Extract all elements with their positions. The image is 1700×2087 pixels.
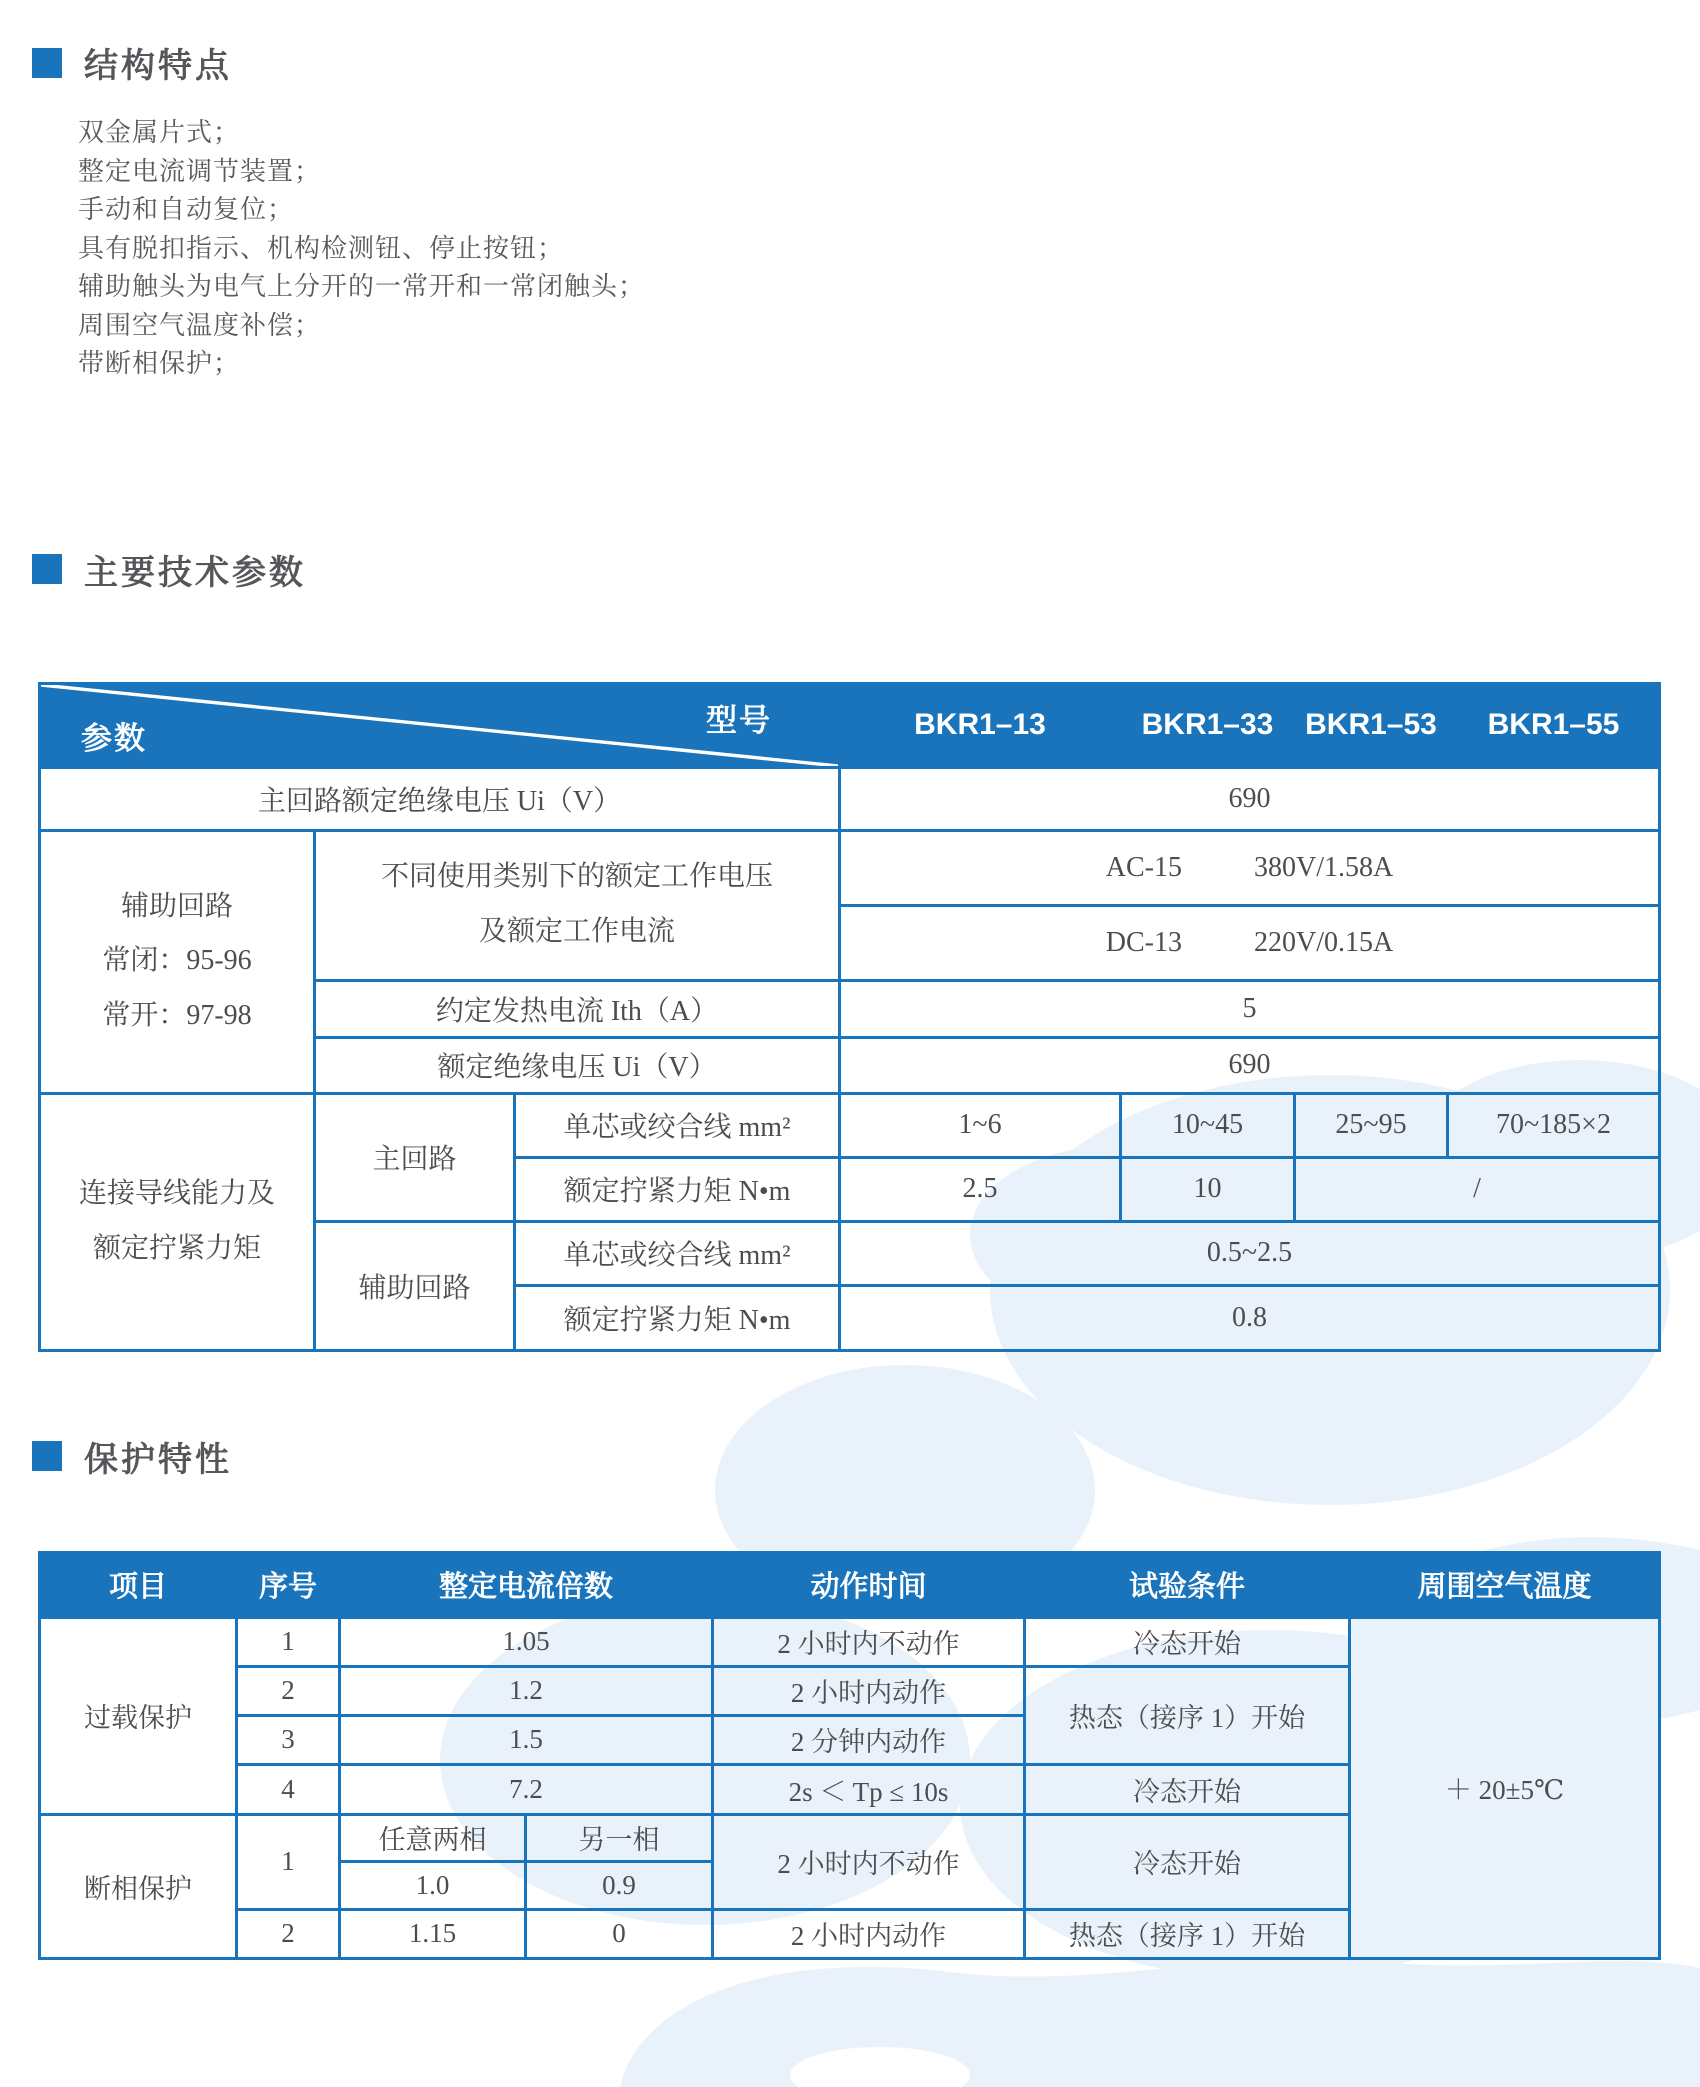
heading-square-icon (32, 1441, 62, 1471)
cell-ambient-temp: ＋ 20±5℃ (1350, 1617, 1660, 1958)
cell-seq: 2 (237, 1909, 340, 1958)
cell-main-torque-3: / (1295, 1157, 1660, 1221)
cell-time: 2 小时内动作 (713, 1666, 1025, 1715)
table-header-row (40, 683, 1660, 767)
cell-cond: 冷态开始 (1025, 1814, 1350, 1909)
cell-seq: 3 (237, 1715, 340, 1764)
header-test-condition: 试验条件 (1025, 1552, 1350, 1617)
table-row (40, 1617, 1660, 1666)
heading-square-icon (32, 48, 62, 78)
feature-list (78, 113, 1700, 383)
cell-main-wire-4: 70~185×2 (1448, 1093, 1660, 1157)
header-current-multiple: 整定电流倍数 (340, 1552, 713, 1617)
heading-square-icon (32, 554, 62, 584)
feature-item: 双金属片式； (78, 117, 241, 147)
cell-cond: 冷态开始 (1025, 1764, 1350, 1814)
cell-mult: 7.2 (340, 1764, 713, 1814)
usage-line: 不同使用类别下的额定工作电压 (380, 861, 773, 893)
feature-item: 手动和自动复位； (78, 194, 295, 224)
cell-mult: 1.5 (340, 1715, 713, 1764)
cell-torque-label: 额定拧紧力矩 N•m (515, 1157, 840, 1221)
cell-seq: 1 (237, 1814, 340, 1909)
conn-line: 连接导线能力及 (78, 1177, 275, 1209)
cell-cond: 热态（接序 1）开始 (1025, 1909, 1350, 1958)
cell-time: 2 分钟内动作 (713, 1715, 1025, 1764)
header-action-time: 动作时间 (713, 1552, 1025, 1617)
table-row (40, 1093, 1660, 1157)
feature-item: 整定电流调节装置； (78, 155, 322, 186)
dc-class: DC-13 (1105, 926, 1182, 958)
cell-seq: 4 (237, 1764, 340, 1814)
cell-aux-circuit: 辅助回路 (315, 1221, 515, 1350)
cell-phase-val2-b: 0 (526, 1909, 713, 1958)
cell-mult: 1.2 (340, 1666, 713, 1715)
feature-item: 带断相保护； (78, 348, 241, 378)
model-header-bkr1-13: BKR1–13 (840, 683, 1121, 767)
table-row (40, 830, 1660, 905)
cell-phase-val-a: 1.0 (340, 1861, 526, 1909)
cell-cond: 冷态开始 (1025, 1617, 1350, 1666)
cell-phase-col-b: 另一相 (526, 1814, 713, 1861)
cell-time: 2 小时内不动作 (713, 1617, 1025, 1666)
section-features-heading (32, 0, 1700, 87)
cell-wire-label: 单芯或绞合线 mm² (515, 1093, 840, 1157)
cell-time: 2 小时内不动作 (713, 1814, 1025, 1909)
cell-main-circuit: 主回路 (315, 1093, 515, 1221)
cell-phase-val-b: 0.9 (526, 1861, 713, 1909)
cell-mult: 1.05 (340, 1617, 713, 1666)
diagonal-header-cell (40, 683, 840, 767)
cell-time: 2 小时内动作 (713, 1909, 1025, 1958)
cell-aux-circuit-group (40, 830, 315, 1093)
cell-phase-label: 断相保护 (40, 1814, 237, 1958)
cell-wire-label: 单芯或绞合线 mm² (515, 1221, 840, 1285)
table-header-row (40, 1552, 1660, 1617)
cell-main-wire-1: 1~6 (840, 1093, 1121, 1157)
cell-seq: 2 (237, 1666, 340, 1715)
cell-main-wire-3: 25~95 (1295, 1093, 1448, 1157)
cell-main-torque-1: 2.5 (840, 1157, 1121, 1221)
cell-torque-label: 额定拧紧力矩 N•m (515, 1285, 840, 1350)
technical-parameters-table (38, 682, 1661, 1352)
section-title: 保护特性 (84, 1440, 232, 1479)
cell-seq: 1 (237, 1617, 340, 1666)
cell-aux-torque-value: 0.8 (840, 1285, 1660, 1350)
model-header-bkr1-55: BKR1–55 (1448, 683, 1660, 767)
cell-dc-rating (840, 905, 1660, 980)
protection-characteristics-table (38, 1551, 1661, 1960)
dc-value: 220V/0.15A (1254, 926, 1394, 958)
cell-ac-rating (840, 830, 1660, 905)
corner-label-model: 型号 (706, 702, 772, 738)
cell-main-ui-label: 主回路额定绝缘电压 Ui（V） (40, 767, 840, 830)
cell-ith-value: 5 (840, 980, 1660, 1037)
cell-ith-label: 约定发热电流 Ith（A） (315, 980, 840, 1037)
corner-label-param: 参数 (81, 720, 147, 756)
cell-overload-label: 过载保护 (40, 1617, 237, 1814)
section-protect-heading (32, 1432, 1700, 1481)
cell-ui2-value: 690 (840, 1037, 1660, 1093)
cell-usage-category-label (315, 830, 840, 980)
cell-time: 2s ＜ Tp ≤ 10s (713, 1764, 1025, 1814)
header-ambient-temp: 周围空气温度 (1350, 1552, 1660, 1617)
cell-phase-val2-a: 1.15 (340, 1909, 526, 1958)
header-seq: 序号 (237, 1552, 340, 1617)
cell-connection-group (40, 1093, 315, 1350)
cell-main-wire-2: 10~45 (1121, 1093, 1295, 1157)
aux-line: 辅助回路 (120, 890, 233, 922)
feature-item: 辅助触头为电气上分开的一常开和一常闭触头； (78, 271, 646, 301)
aux-line: 常闭：95-96 (102, 945, 252, 977)
section-title: 主要技术参数 (84, 553, 306, 592)
ac-class: AC-15 (1105, 851, 1182, 883)
section-title: 结构特点 (84, 47, 232, 85)
conn-line: 额定拧紧力矩 (92, 1232, 261, 1264)
cell-cond: 热态（接序 1）开始 (1025, 1666, 1350, 1764)
feature-item: 周围空气温度补偿； (78, 309, 322, 340)
usage-line: 及额定工作电流 (478, 916, 675, 947)
table-row (40, 767, 1660, 830)
aux-line: 常开：97-98 (102, 999, 252, 1031)
cell-main-torque-2: 10 (1121, 1157, 1295, 1221)
cell-phase-col-a: 任意两相 (340, 1814, 526, 1861)
section-params-heading (32, 545, 1700, 594)
cell-aux-wire-value: 0.5~2.5 (840, 1221, 1660, 1285)
ac-value: 380V/1.58A (1254, 851, 1394, 883)
cell-ui2-label: 额定绝缘电压 Ui（V） (315, 1037, 840, 1093)
header-item: 项目 (40, 1552, 237, 1617)
model-header-bkr1-33: BKR1–33 (1121, 683, 1295, 767)
cell-main-ui-value: 690 (840, 767, 1660, 830)
model-header-bkr1-53: BKR1–53 (1295, 683, 1448, 767)
feature-item: 具有脱扣指示、机构检测钮、停止按钮； (78, 232, 565, 263)
